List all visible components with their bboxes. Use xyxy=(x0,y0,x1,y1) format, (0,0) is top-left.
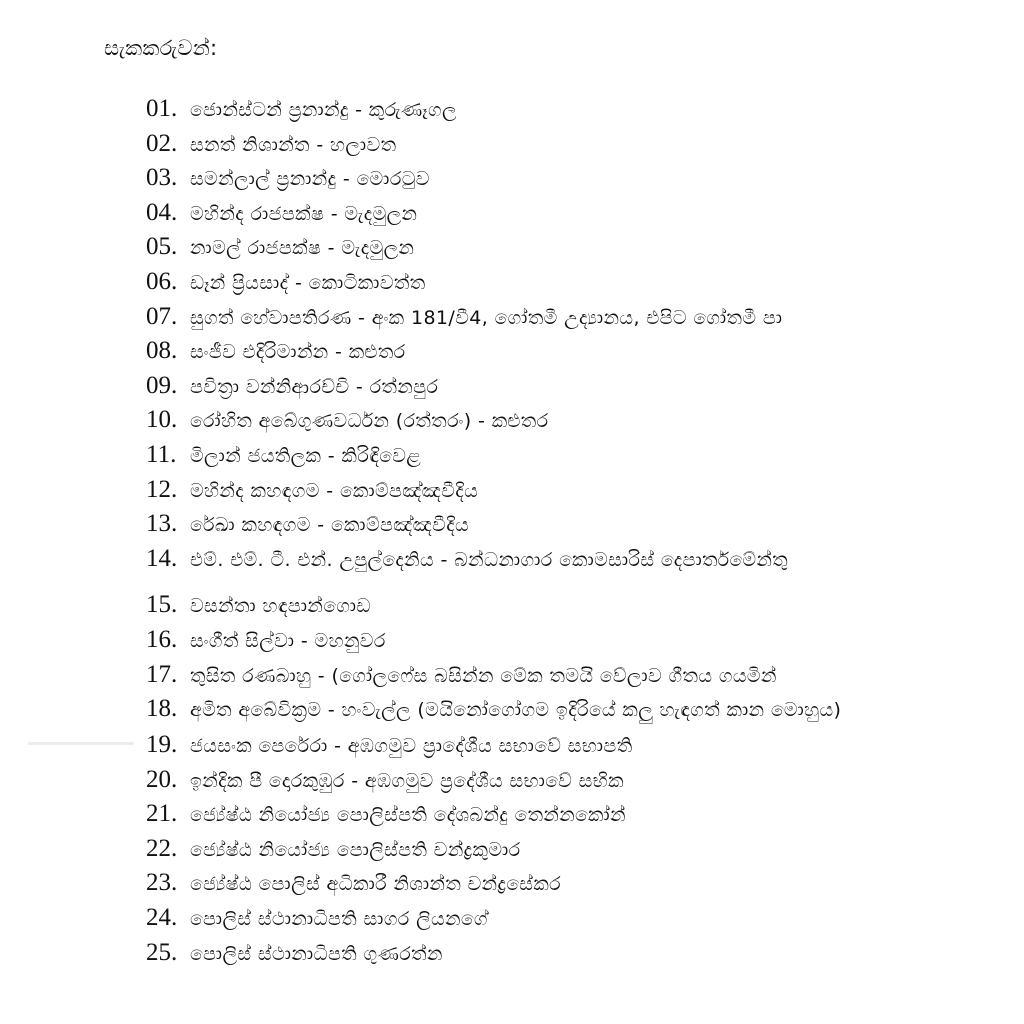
item-number: 04. xyxy=(146,198,178,226)
item-text: පොලිස් ස්ථානාධිපති ගුණරත්න xyxy=(190,942,443,965)
list-item xyxy=(146,902,1024,937)
list-item xyxy=(146,589,1024,624)
item-number: 05. xyxy=(146,233,178,261)
item-number: 01. xyxy=(146,95,178,122)
item-text: ඉන්දික පී දොරකුඹුර - අඹගමුව ප්‍රදේශීය සභාවේ සභික xyxy=(190,769,624,792)
list-item xyxy=(146,301,1024,336)
list-item xyxy=(146,543,1024,578)
item-number: 19. xyxy=(146,731,178,759)
item-text: මහින්ද රාජපක්ෂ - මැදමුලන xyxy=(190,202,418,225)
item-text: සනත් නිශාන්ත - හලාවත xyxy=(190,133,397,156)
item-text: පොලිස් ස්ථානාධිපති සාගර ලියනගේ xyxy=(190,908,488,931)
list-item xyxy=(146,937,1024,972)
item-number: 07. xyxy=(146,302,178,330)
item-number: 21. xyxy=(146,800,178,828)
item-number: 09. xyxy=(146,371,178,399)
item-number: 16. xyxy=(146,625,178,653)
item-number: 24. xyxy=(146,904,178,932)
item-number: 12. xyxy=(146,475,178,503)
list-item xyxy=(146,231,1024,266)
item-text: රේඛා කහඳගම - කොම්පඤ්ඤවීදිය xyxy=(190,514,470,537)
list-item xyxy=(146,867,1024,902)
item-number: 17. xyxy=(146,660,178,688)
item-text: ජ්‍යේෂ්ඨ පොලිස් අධිකාරී නිශාන්ත චන්ද්‍රසේකර xyxy=(190,873,562,896)
list-item xyxy=(146,128,1024,163)
list-item xyxy=(146,93,1024,128)
item-text: ඩෑන් ප්‍රියසාද් - කොටිකාවත්ත xyxy=(190,271,426,294)
item-text: ජයසංක පෙරේරා - අඹගමුව ප්‍රාදේශීය සභාවේ සභාපති xyxy=(190,735,633,758)
item-number: 14. xyxy=(146,544,178,572)
list-item xyxy=(146,624,1024,659)
list-item xyxy=(146,474,1024,509)
suspect-list xyxy=(146,93,1024,971)
item-text: පවිත්‍රා වන්නිආරච්චි - රත්නපුර xyxy=(190,375,439,398)
item-number: 18. xyxy=(146,695,178,723)
list-item xyxy=(146,659,1024,694)
item-text: අමිත අබේවික්‍රම - හංවැල්ල (මයිනෝගෝගම ඉදිරියේ කලු හැඳගත් කාන මොහුය) xyxy=(190,699,842,722)
item-text: සංගීත් සිල්වා - මහනුවර xyxy=(190,629,386,652)
list-item xyxy=(146,197,1024,232)
item-text: මිලාන් ජයතිලක - කිරිඳිවෙළ xyxy=(190,444,422,467)
margin-mark xyxy=(28,742,134,745)
item-text: ජොන්ස්ටන් ප්‍රනාන්දු - කුරුණෑගල xyxy=(190,99,457,121)
item-number: 23. xyxy=(146,869,178,897)
list-item xyxy=(146,162,1024,197)
item-number: 25. xyxy=(146,938,178,966)
list-item xyxy=(146,798,1024,833)
list-item xyxy=(146,404,1024,439)
item-number: 20. xyxy=(146,765,178,793)
list-item xyxy=(146,764,1024,799)
list-item xyxy=(146,729,1024,764)
item-number: 06. xyxy=(146,267,178,295)
item-number: 15. xyxy=(146,591,178,619)
item-text: වසන්තා හඳපාන්ගොඩ xyxy=(190,595,371,618)
item-number: 13. xyxy=(146,510,178,538)
page-title: සැකකරුවන්: xyxy=(104,36,218,60)
item-text: ජ්‍යේෂ්ඨ නියෝජ්‍ය පොලිස්පති දේශබන්දු තෙන්නකෝන් xyxy=(190,804,626,827)
list-item xyxy=(146,508,1024,543)
list-item xyxy=(146,439,1024,474)
item-text: සුගත් හේවාපතිරණ - අංක 181/වී4, ගෝතමී උද්‍යානය, එපිට ගෝතමී පා xyxy=(190,306,783,329)
item-text: ජ්‍යේෂ්ඨ නියෝජ්‍ය පොලිස්පති චන්ද්‍රකුමාර xyxy=(190,838,521,861)
list-item xyxy=(146,370,1024,405)
item-number: 02. xyxy=(146,129,178,157)
item-number: 11. xyxy=(146,440,177,468)
list-item xyxy=(146,833,1024,868)
item-text: සමන්ලාල් ප්‍රනාන්දු - මොරටුව xyxy=(190,168,430,191)
list-item xyxy=(146,693,1024,727)
list-item xyxy=(146,266,1024,301)
item-text: මහින්ද කහඳගම - කොම්පඤ්ඤවීදිය xyxy=(190,479,479,502)
item-number: 03. xyxy=(146,164,178,192)
list-item xyxy=(146,335,1024,370)
item-text: තුසිත රණබාහු - (ගෝලෆේස බසින්න මේක තමයි වේලාව ගීතය ගයමින් xyxy=(190,664,777,687)
item-text: නාමල් රාජපක්ෂ - මැදමුලන xyxy=(190,237,415,260)
item-text: එම්. එම්. ටී. එන්. උපුල්දෙනිය - බන්ධනාගාර කොමසාරිස් දෙපාර්තමේන්තු xyxy=(190,548,789,571)
item-number: 22. xyxy=(146,834,178,862)
item-text: රෝහිත අබේගුණවර්ධන (රත්තරං) - කළුතර xyxy=(190,410,549,433)
item-text: සංජීව එදිරිමාන්න - කළුතර xyxy=(190,341,406,364)
item-number: 08. xyxy=(146,337,178,365)
item-number: 10. xyxy=(146,406,178,434)
